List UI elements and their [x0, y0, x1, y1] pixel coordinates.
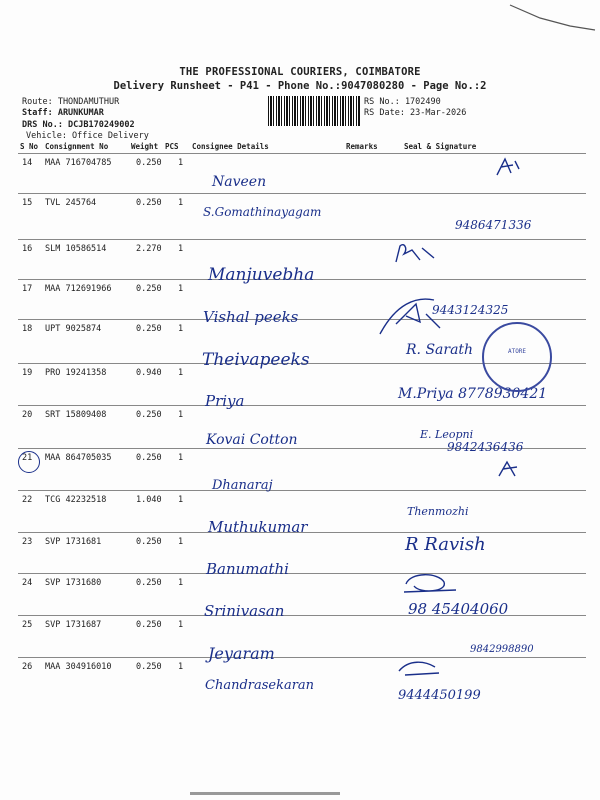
vehicle-label: Vehicle: Office Delivery [26, 131, 149, 141]
row-divider [18, 490, 586, 491]
row-pcs: 1 [178, 495, 184, 505]
handwritten-signature-text: Thenmozhi [407, 505, 469, 518]
handwritten-signature-text: 98 45404060 [408, 600, 509, 618]
handwritten-signature-text: 9443124325 [432, 303, 509, 317]
handwritten-consignee-name: Vishal peeks [203, 308, 299, 326]
handwritten-signature-text: 9444450199 [398, 688, 481, 703]
signature-mark-24 [400, 568, 460, 596]
row-weight: 0.250 [136, 453, 162, 463]
signature-mark-16 [390, 240, 440, 268]
row-weight: 0.250 [136, 620, 162, 630]
handwritten-consignee-name: Naveen [212, 174, 267, 190]
signature-mark-14 [493, 155, 523, 180]
row-pcs: 1 [178, 244, 184, 254]
row-sno: 14 [22, 158, 33, 168]
col-consignee: Consignee Details [192, 142, 269, 151]
handwritten-consignee-name: Dhanaraj [212, 478, 273, 493]
handwritten-signature-text: E. Leopni [420, 428, 474, 441]
company-title: THE PROFESSIONAL COURIERS, COIMBATORE [179, 66, 421, 78]
handwritten-consignee-name: Jeyaram [208, 644, 275, 663]
runsheet-title: Delivery Runsheet - P41 - Phone No.:9047080280 - Page No.:2 [113, 80, 487, 92]
row-weight: 1.040 [136, 495, 162, 505]
col-consignment: Consignment No [45, 142, 109, 151]
barcode [268, 96, 360, 126]
handwritten-signature-text: R. Sarath [406, 342, 474, 358]
rs-number: RS No.: 1702490 [364, 97, 441, 107]
row-consignment-no: SLM 10586514 [45, 244, 107, 254]
row-weight: 0.250 [136, 578, 162, 588]
handwritten-consignee-name: Srinivasan [204, 602, 285, 620]
row-weight: 0.250 [136, 284, 162, 294]
row-consignment-no: SRT 15809408 [45, 410, 107, 420]
row-consignment-no: TVL 245764 [45, 198, 97, 208]
row-sno: 25 [22, 620, 33, 630]
row-weight: 0.250 [136, 662, 162, 672]
row-weight: 0.250 [136, 410, 162, 420]
header-divider [18, 153, 586, 154]
row-sno: 20 [22, 410, 33, 420]
col-pcs: PCS [165, 142, 179, 151]
row-weight: 2.270 [136, 244, 162, 254]
stamp-text: ATORE [507, 348, 527, 355]
row-sno: 23 [22, 537, 33, 547]
signature-mark-21 [495, 458, 525, 480]
row-sno: 17 [22, 284, 33, 294]
row-pcs: 1 [178, 158, 184, 168]
company-seal-stamp [482, 322, 552, 392]
row-weight: 0.250 [136, 537, 162, 547]
row-consignment-no: MAA 716704785 [45, 158, 112, 168]
rs-date: RS Date: 23-Mar-2026 [364, 108, 467, 118]
row-divider [18, 319, 586, 320]
row-divider [18, 193, 586, 194]
row-pcs: 1 [178, 620, 184, 630]
row-divider [18, 239, 586, 240]
col-seal: Seal & Signature [404, 142, 477, 151]
row-sno: 18 [22, 324, 33, 334]
row-weight: 0.250 [136, 324, 162, 334]
handwritten-consignee-name: Kovai Cotton [206, 432, 298, 448]
handwritten-signature-text: 9486471336 [455, 218, 532, 232]
row-21-circle-mark [18, 451, 40, 473]
row-pcs: 1 [178, 453, 184, 463]
row-pcs: 1 [178, 410, 184, 420]
handwritten-signature-text: M.Priya 8778930421 [398, 386, 548, 402]
row-pcs: 1 [178, 578, 184, 588]
row-weight: 0.250 [136, 158, 162, 168]
row-divider [18, 573, 586, 574]
handwritten-consignee-name: Banumathi [206, 560, 289, 578]
col-remarks: Remarks [346, 142, 378, 151]
row-pcs: 1 [178, 368, 184, 378]
row-consignment-no: SVP 1731680 [45, 578, 102, 588]
row-consignment-no: TCG 42232518 [45, 495, 107, 505]
row-consignment-no: PRO 19241358 [45, 368, 107, 378]
row-sno: 15 [22, 198, 33, 208]
col-sno: S No [20, 142, 39, 151]
row-pcs: 1 [178, 324, 184, 334]
row-consignment-no: MAA 864705035 [45, 453, 112, 463]
bottom-edge-mark [190, 792, 340, 795]
drs-label: DRS No.: DCJB170249002 [22, 120, 135, 130]
row-sno: 22 [22, 495, 33, 505]
handwritten-consignee-name: Theivapeeks [202, 350, 310, 370]
row-sno: 26 [22, 662, 33, 672]
row-sno: 16 [22, 244, 33, 254]
handwritten-signature-text: 9842436436 [447, 440, 524, 454]
row-sno: 21 [22, 453, 33, 463]
row-divider [18, 657, 586, 658]
row-consignment-no: SVP 1731687 [45, 620, 102, 630]
signature-mark-26 [395, 655, 445, 679]
row-weight: 0.250 [136, 198, 162, 208]
row-divider [18, 405, 586, 406]
row-pcs: 1 [178, 284, 184, 294]
col-weight: Weight [131, 142, 159, 151]
row-pcs: 1 [178, 198, 184, 208]
row-pcs: 1 [178, 662, 184, 672]
row-sno: 24 [22, 578, 33, 588]
handwritten-consignee-name: Manjuvebha [208, 265, 315, 285]
handwritten-consignee-name: Priya [205, 392, 245, 410]
handwritten-consignee-name: S.Gomathinayagam [203, 205, 322, 219]
row-consignment-no: MAA 712691966 [45, 284, 112, 294]
handwritten-signature-text: 9842998890 [470, 644, 534, 655]
row-sno: 19 [22, 368, 33, 378]
signature-mark-18 [376, 294, 446, 340]
row-pcs: 1 [178, 537, 184, 547]
handwritten-signature-text: R Ravish [405, 534, 486, 555]
row-consignment-no: UPT 9025874 [45, 324, 102, 334]
handwritten-consignee-name: Chandrasekaran [205, 678, 315, 693]
row-consignment-no: MAA 304916010 [45, 662, 112, 672]
handwritten-consignee-name: Muthukumar [208, 518, 308, 536]
route-label: Route: THONDAMUTHUR [22, 97, 120, 107]
row-consignment-no: SVP 1731681 [45, 537, 102, 547]
corner-scribble [500, 0, 600, 40]
row-weight: 0.940 [136, 368, 162, 378]
staff-label: Staff: ARUNKUMAR [22, 108, 104, 118]
